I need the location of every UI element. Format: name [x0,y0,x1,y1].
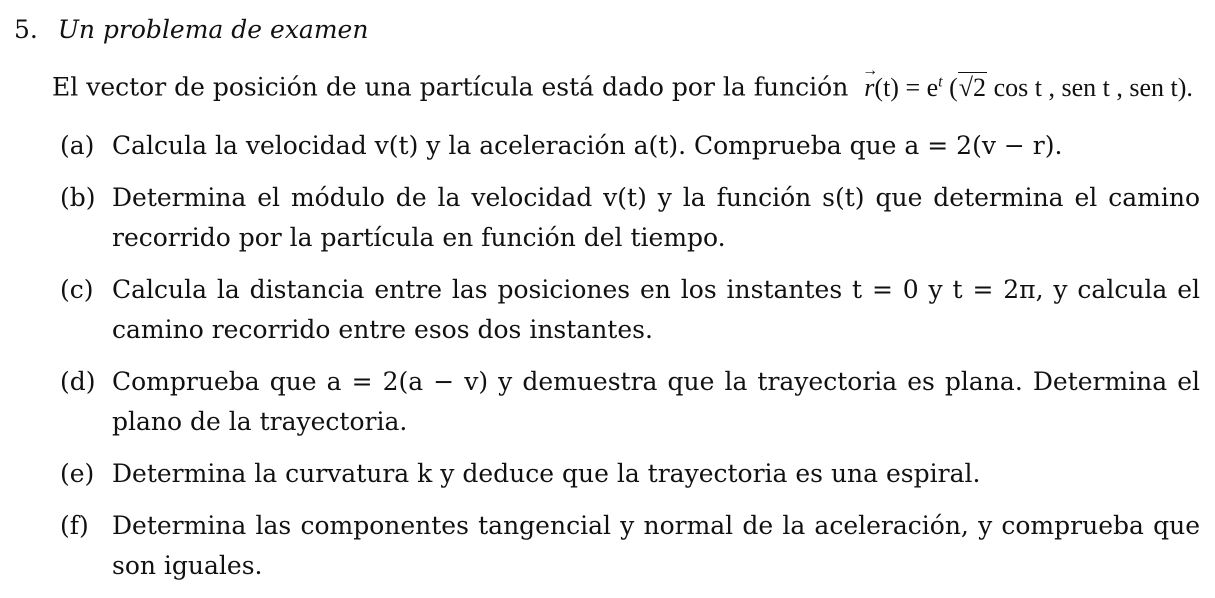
subquestion-f [60,506,1200,586]
formula-open: ( [942,72,958,102]
item-text: Calcula la velocidad v(t) y la aceleración a(t). Comprueba que a = 2(v − r). [112,131,1063,160]
item-label: (a) [60,131,95,160]
r-vector: → r [864,72,874,104]
item-text: Calcula la distancia entre las posiciones en los instantes t = 0 y t = 2π, y calcula el camino recorrido entre esos dos instantes. [112,275,1200,344]
item-label: (b) [60,183,96,212]
intro-text: El vector de posición de una partícula está dado por la función [52,72,849,102]
sqrt-two: √2 [958,72,987,102]
subquestion-d [60,362,1200,442]
formula-part-2: cos t , sen t , sen t). [993,72,1193,102]
problem-heading [14,14,368,46]
subquestion-c [60,270,1200,350]
item-label: (c) [60,275,94,304]
item-label: (d) [60,367,96,396]
problem-statement [52,66,1202,104]
item-text: Comprueba que a = 2(a − v) y demuestra que la trayectoria es plana. Determina el plano de la trayectoria. [112,367,1200,436]
problem-number: 5. [14,15,38,44]
item-text: Determina la curvatura k y deduce que la trayectoria es una espiral. [112,459,981,488]
subquestion-a [60,126,1200,166]
item-label: (f) [60,511,89,540]
item-label: (e) [60,459,95,488]
position-vector-formula [864,73,1193,102]
subquestion-list [60,126,1200,598]
subquestion-e [60,454,1200,494]
item-text: Determina el módulo de la velocidad v(t) y la función s(t) que determina el camino recorrido por la partícula en función del tiempo. [112,183,1200,252]
subquestion-b [60,178,1200,258]
exponent-t: t [938,73,943,90]
problem-title: Un problema de examen [57,15,369,44]
formula-part-1: (t) = e [874,72,939,102]
item-text: Determina las componentes tangencial y normal de la aceleración, y comprueba que son iguales. [112,511,1200,580]
